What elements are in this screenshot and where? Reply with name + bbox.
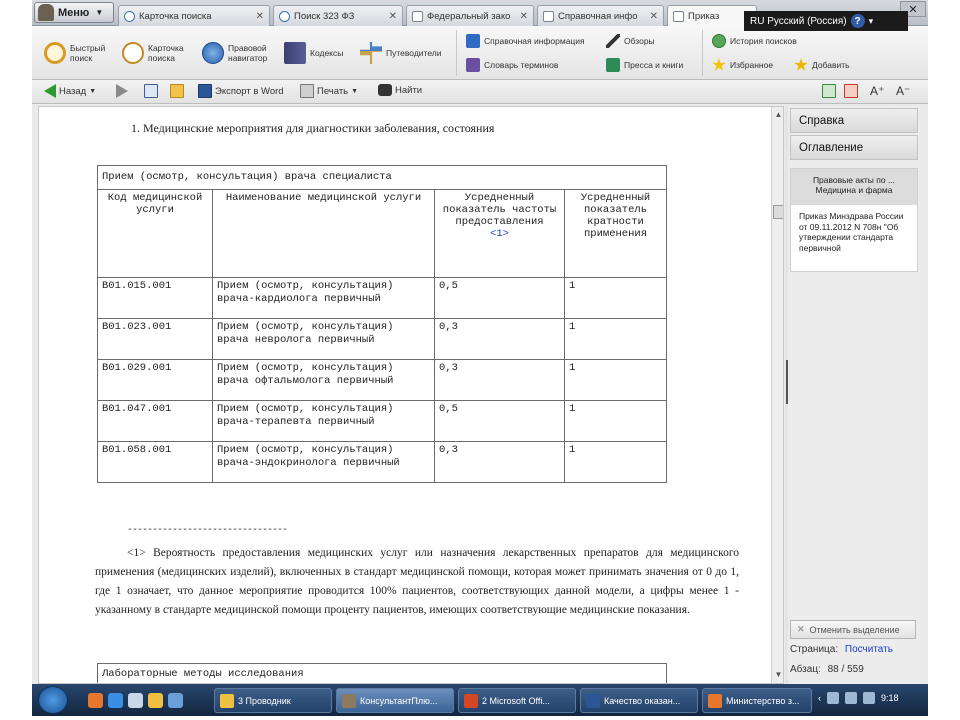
folder-icon xyxy=(170,84,184,98)
explorer-icon[interactable] xyxy=(148,693,163,708)
cell-multiplicity: 1 xyxy=(565,401,667,442)
language-label: RU Русский (Россия) xyxy=(750,15,847,27)
firefox-icon xyxy=(708,694,722,708)
related-acts-body[interactable]: Приказ Минздрава России от 09.11.2012 N 708н "Об утверждении стандарта первичной xyxy=(799,211,904,253)
print-label: Печать xyxy=(317,85,349,97)
magnify-icon xyxy=(44,42,66,64)
font-increase-button[interactable] xyxy=(870,84,884,98)
consultant-plus-window xyxy=(32,0,928,716)
document-icon xyxy=(673,11,684,22)
document-icon xyxy=(543,11,554,22)
cell-code: B01.047.001 xyxy=(98,401,213,442)
pen-icon xyxy=(606,34,620,48)
find-label: Найти xyxy=(395,84,423,96)
panel-toggle-button[interactable] xyxy=(822,84,836,98)
table-row xyxy=(98,360,667,401)
tab-label: Приказ xyxy=(688,10,720,22)
header-multiplicity: Усредненный показатель кратности применения xyxy=(565,190,667,278)
cell-code: B01.023.001 xyxy=(98,319,213,360)
document-icon xyxy=(412,11,423,22)
document-view[interactable] xyxy=(38,106,784,684)
ribbon-toolbar xyxy=(32,26,928,80)
right-panel xyxy=(788,106,920,684)
close-icon[interactable]: ✕ xyxy=(649,10,658,22)
tab-label: Карточка поиска xyxy=(139,10,212,22)
tab-federal-law[interactable] xyxy=(406,5,534,26)
scroll-down-icon[interactable]: ▼ xyxy=(774,670,783,679)
task-label: 2 Microsoft Offi... xyxy=(482,695,550,706)
cancel-highlight-button[interactable] xyxy=(790,620,916,639)
count-pages-link[interactable]: Посчитать xyxy=(844,644,893,655)
back-arrow-icon xyxy=(44,84,56,98)
menu-label: Меню xyxy=(58,6,90,19)
page-label: Страница: xyxy=(790,644,839,655)
windows-taskbar xyxy=(32,684,928,716)
task-consultant[interactable] xyxy=(336,688,454,713)
font-decrease-icon: A⁻ xyxy=(896,84,911,98)
dictionary-icon xyxy=(466,58,480,72)
find-button[interactable] xyxy=(378,84,422,96)
panel-icon xyxy=(822,84,836,98)
search-icon xyxy=(279,11,290,22)
forward-button[interactable] xyxy=(116,84,128,98)
printer-icon xyxy=(300,84,314,98)
help-icon[interactable]: ? xyxy=(851,14,865,28)
cell-multiplicity: 1 xyxy=(565,360,667,401)
button-label: История поисков xyxy=(730,36,797,46)
firefox-icon[interactable] xyxy=(88,693,103,708)
cell-frequency: 0,3 xyxy=(435,442,565,483)
services-table xyxy=(97,165,667,483)
history-icon xyxy=(712,34,726,48)
paragraph-info xyxy=(790,664,864,675)
task-explorer[interactable] xyxy=(214,688,332,713)
vertical-scrollbar[interactable] xyxy=(771,107,784,683)
close-icon[interactable]: ✕ xyxy=(255,10,264,22)
reviews-button[interactable] xyxy=(606,34,655,48)
scroll-thumb[interactable] xyxy=(773,205,784,219)
button-label: Справочная информация xyxy=(484,36,585,46)
binoculars-icon xyxy=(378,84,392,96)
close-icon[interactable]: ✕ xyxy=(388,10,397,22)
favorites-button[interactable] xyxy=(712,58,773,72)
table-row xyxy=(98,278,667,319)
font-decrease-button[interactable] xyxy=(896,84,910,98)
compass-icon xyxy=(202,42,224,64)
open-folder-button[interactable] xyxy=(170,84,184,98)
cell-multiplicity: 1 xyxy=(565,442,667,483)
quick-search-button[interactable] xyxy=(44,42,114,64)
task-label: Министерство з... xyxy=(726,695,800,706)
export-label: Экспорт в Word xyxy=(215,85,284,97)
button-label: Правовой навигатор xyxy=(228,43,268,63)
related-acts-box[interactable] xyxy=(790,168,918,272)
codes-button[interactable] xyxy=(284,42,354,64)
user-avatar-icon xyxy=(38,4,54,21)
tab-label: Федеральный зако xyxy=(427,10,511,22)
tab-contents[interactable]: Оглавление xyxy=(790,135,918,160)
header-frequency xyxy=(435,190,565,278)
bookmark-icon xyxy=(844,84,858,98)
cell-name: Прием (осмотр, консультация) врача офтальмолога первичный xyxy=(213,360,435,401)
table-row xyxy=(98,319,667,360)
tab-search-323[interactable] xyxy=(273,5,403,26)
save-icon xyxy=(144,84,158,98)
cell-code: B01.029.001 xyxy=(98,360,213,401)
tab-label: Справочная инфо xyxy=(558,10,638,22)
books-icon xyxy=(606,58,620,72)
cell-frequency: 0,5 xyxy=(435,278,565,319)
tab-label: Поиск 323 ФЗ xyxy=(294,10,355,22)
star-icon xyxy=(712,58,726,72)
table-caption: Лабораторные методы исследования xyxy=(98,664,667,685)
cell-code: B01.058.001 xyxy=(98,442,213,483)
button-label: Избранное xyxy=(730,60,774,70)
add-favorite-button[interactable] xyxy=(794,58,850,72)
tab-reference-info[interactable] xyxy=(537,5,664,26)
press-books-button[interactable] xyxy=(606,58,683,72)
search-history-button[interactable] xyxy=(712,34,797,48)
signpost-icon xyxy=(360,42,382,64)
word-icon xyxy=(586,694,600,708)
info-icon xyxy=(466,34,480,48)
footnote-text: <1> Вероятность предоставления медицинских услуг или назначения лекарственных препаратов для медицинского применения (медицинских изделий), включенных в стандарт медицинской помощи, которая может принимать значения от 0 до 1, где 1 означает, что данное мероприятие проводится 100% пациентов, соответствующих данной модели, а цифры менее 1 - указанному в стандарте медицинской помощи проценту пациентов, имеющих соответствующие медицинские показания. xyxy=(95,547,739,616)
table-row xyxy=(98,401,667,442)
cancel-highlight-label: Отменить выделение xyxy=(809,624,900,635)
chevron-down-icon[interactable]: ▼ xyxy=(351,87,359,95)
document-toolbar xyxy=(32,80,928,104)
close-icon: ✕ xyxy=(797,624,805,634)
lab-methods-table xyxy=(97,663,667,684)
header-code: Код медицинской услуги xyxy=(98,190,213,278)
button-label: Добавить xyxy=(812,60,850,70)
page-info xyxy=(790,644,893,655)
section-title: 1. Медицинские мероприятия для диагностики заболевания, состояния xyxy=(131,121,495,135)
dictionary-button[interactable] xyxy=(466,58,558,72)
cell-code: B01.015.001 xyxy=(98,278,213,319)
button-label: Карточка поиска xyxy=(148,43,184,63)
cell-name: Прием (осмотр, консультация) врача невролога первичный xyxy=(213,319,435,360)
task-quality[interactable] xyxy=(580,688,698,713)
volume-icon[interactable] xyxy=(863,692,875,704)
tab-search-card[interactable] xyxy=(118,5,270,26)
header-name: Наименование медицинской услуги xyxy=(213,190,435,278)
window-close-button[interactable]: ✕ xyxy=(900,1,926,17)
cell-name: Прием (осмотр, консультация) врача-кардиолога первичный xyxy=(213,278,435,319)
guides-button[interactable] xyxy=(360,42,450,64)
book-icon xyxy=(284,42,306,64)
chevron-down-icon[interactable]: ▼ xyxy=(89,87,97,95)
cell-frequency: 0,5 xyxy=(435,401,565,442)
tab-help[interactable]: Справка xyxy=(790,108,918,133)
save-button[interactable] xyxy=(144,84,158,98)
related-acts-header: Правовые акты по ... Медицина и фарма xyxy=(791,169,917,205)
ribbon-divider xyxy=(456,30,457,76)
cell-multiplicity: 1 xyxy=(565,319,667,360)
forward-arrow-icon xyxy=(116,84,128,98)
search-icon xyxy=(124,11,135,22)
start-button[interactable] xyxy=(38,686,68,714)
paragraph-label: Абзац: xyxy=(790,664,821,675)
button-label: Пресса и книги xyxy=(624,60,684,70)
menu-button[interactable] xyxy=(34,2,114,23)
network-icon[interactable] xyxy=(827,692,839,704)
close-icon[interactable]: ✕ xyxy=(519,10,528,22)
font-increase-icon: A⁺ xyxy=(870,84,885,98)
paragraph-value: 88 / 559 xyxy=(827,664,864,675)
folder-icon xyxy=(220,694,234,708)
button-label: Быстрый поиск xyxy=(70,43,106,63)
office-icon xyxy=(464,694,478,708)
desktop-icon[interactable] xyxy=(128,693,143,708)
task-ministry[interactable] xyxy=(702,688,812,713)
options-icon[interactable]: ▾ xyxy=(868,15,874,26)
cell-name: Прием (осмотр, консультация) врача-терапевта первичный xyxy=(213,401,435,442)
footnote-separator: -------------------------------- xyxy=(127,525,288,536)
consultant-icon xyxy=(342,694,356,708)
cell-frequency: 0,3 xyxy=(435,319,565,360)
flag-icon[interactable] xyxy=(845,692,857,704)
cell-frequency: 0,3 xyxy=(435,360,565,401)
ribbon-divider xyxy=(702,30,703,76)
chevron-down-icon: ▼ xyxy=(95,8,104,17)
button-label: Словарь терминов xyxy=(484,60,559,70)
ie-icon[interactable] xyxy=(108,693,123,708)
word-icon xyxy=(198,84,212,98)
task-label: Качество оказан... xyxy=(604,695,681,706)
search-card-button[interactable] xyxy=(122,42,192,64)
cell-name: Прием (осмотр, консультация) врача-эндокринолога первичный xyxy=(213,442,435,483)
language-indicator[interactable] xyxy=(744,11,908,31)
add-star-icon xyxy=(794,58,808,72)
task-office[interactable] xyxy=(458,688,576,713)
back-label: Назад xyxy=(59,85,87,97)
clock[interactable]: 9:18 xyxy=(881,693,899,703)
legal-navigator-button[interactable] xyxy=(202,42,278,64)
table-row xyxy=(98,442,667,483)
button-label: Кодексы xyxy=(310,48,344,58)
task-label: 3 Проводник xyxy=(238,695,291,706)
print-button[interactable] xyxy=(300,84,358,98)
reference-info-button[interactable] xyxy=(466,34,585,48)
header-frequency-text: Усредненный показатель частоты предоставления xyxy=(442,192,557,228)
export-word-button[interactable] xyxy=(198,84,284,98)
footnote-link[interactable]: <1> xyxy=(490,228,509,240)
system-tray xyxy=(818,692,899,704)
search-card-icon xyxy=(122,42,144,64)
media-icon[interactable] xyxy=(168,693,183,708)
scroll-up-icon[interactable]: ▲ xyxy=(774,110,783,119)
button-label: Обзоры xyxy=(624,36,655,46)
table-caption: Прием (осмотр, консультация) врача специалиста xyxy=(98,166,667,190)
task-label: КонсультантПлю... xyxy=(360,695,438,706)
cell-multiplicity: 1 xyxy=(565,278,667,319)
bookmark-button[interactable] xyxy=(844,84,858,98)
chevron-left-icon[interactable]: ‹ xyxy=(818,693,821,703)
button-label: Путеводители xyxy=(386,48,442,58)
back-button[interactable] xyxy=(44,84,96,98)
